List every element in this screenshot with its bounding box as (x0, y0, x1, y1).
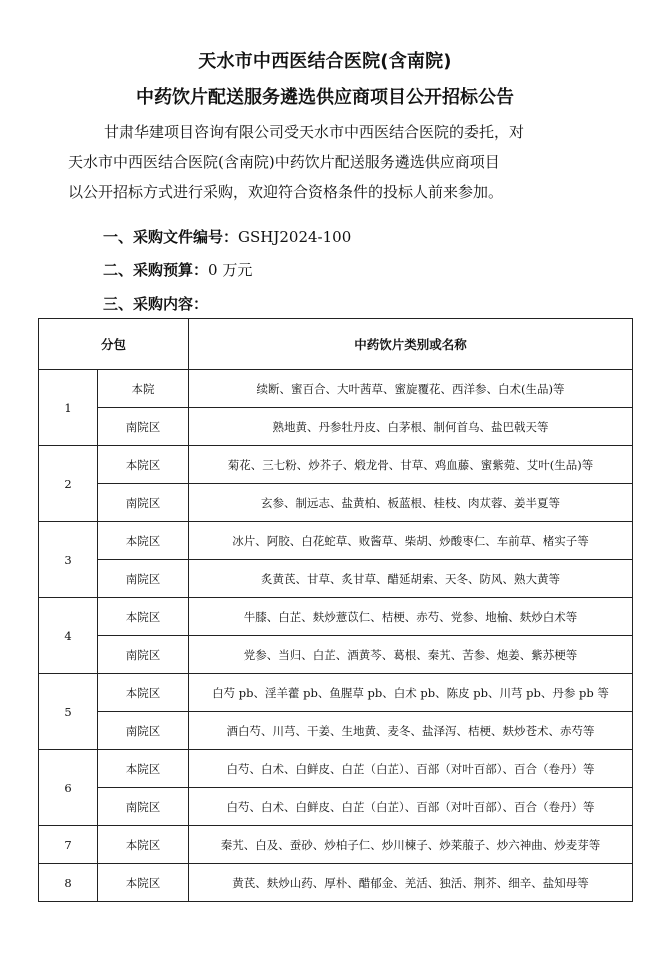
procurement-table (38, 318, 633, 902)
section-3-label: 三、采购内容： (103, 295, 209, 313)
package-number: 2 (39, 446, 98, 522)
section-budget (103, 259, 252, 280)
package-number: 1 (39, 370, 98, 446)
area-cell: 本院区 (98, 864, 189, 902)
area-cell: 本院 (98, 370, 189, 408)
items-cell: 炙黄芪、甘草、炙甘草、醋延胡索、天冬、防风、熟大黄等 (189, 560, 633, 598)
package-number: 6 (39, 750, 98, 826)
area-cell: 本院区 (98, 522, 189, 560)
intro-paragraph (68, 117, 608, 207)
area-cell: 南院区 (98, 788, 189, 826)
intro-line-1: 甘肃华建项目咨询有限公司受天水市中西医结合医院的委托，对 (104, 123, 525, 141)
items-cell: 玄参、制远志、盐黄柏、板蓝根、桂枝、肉苁蓉、姜半夏等 (189, 484, 633, 522)
intro-line-3: 以公开招标方式进行采购，欢迎符合资格条件的投标人前来参加。 (68, 183, 504, 201)
section-2-label: 二、采购预算： (103, 261, 209, 279)
table-row (39, 370, 633, 408)
package-number: 3 (39, 522, 98, 598)
document-title: 天水市中西医结合医院(含南院) (198, 51, 452, 72)
table-row (39, 560, 633, 598)
items-cell: 秦艽、白及、蚕砂、炒柏子仁、炒川楝子、炒莱菔子、炒六神曲、炒麦芽等 (189, 826, 633, 864)
intro-line-2: 天水市中西医结合医院(含南院)中药饮片配送服务遴选供应商项目 (68, 153, 500, 171)
area-cell: 南院区 (98, 484, 189, 522)
table-row (39, 446, 633, 484)
table-row (39, 674, 633, 712)
package-number: 7 (39, 826, 98, 864)
items-cell: 酒白芍、川芎、干姜、生地黄、麦冬、盐泽泻、桔梗、麸炒苍术、赤芍等 (189, 712, 633, 750)
items-cell: 牛膝、白芷、麸炒薏苡仁、桔梗、赤芍、党参、地榆、麸炒白术等 (189, 598, 633, 636)
area-cell: 南院区 (98, 712, 189, 750)
items-cell: 熟地黄、丹参牡丹皮、白茅根、制何首乌、盐巴戟天等 (189, 408, 633, 446)
items-cell: 白芍 pb、淫羊藿 pb、鱼腥草 pb、白术 pb、陈皮 pb、川芎 pb、丹参 pb 等 (189, 674, 633, 712)
table-row (39, 522, 633, 560)
area-cell: 本院区 (98, 826, 189, 864)
table-row (39, 788, 633, 826)
items-cell: 黄芪、麸炒山药、厚朴、醋郁金、羌活、独活、荆芥、细辛、盐知母等 (189, 864, 633, 902)
document-subtitle: 中药饮片配送服务遴选供应商项目公开招标公告 (136, 87, 514, 108)
area-cell: 本院区 (98, 750, 189, 788)
table-row (39, 750, 633, 788)
section-document-number (103, 226, 351, 247)
area-cell: 本院区 (98, 674, 189, 712)
area-cell: 本院区 (98, 598, 189, 636)
area-cell: 南院区 (98, 636, 189, 674)
section-content (103, 293, 208, 314)
header-names: 中药饮片类别或名称 (189, 319, 633, 370)
items-cell: 冰片、阿胶、白花蛇草、败酱草、柴胡、炒酸枣仁、车前草、楮实子等 (189, 522, 633, 560)
items-cell: 菊花、三七粉、炒芥子、煅龙骨、甘草、鸡血藤、蜜紫菀、艾叶(生品)等 (189, 446, 633, 484)
package-number: 4 (39, 598, 98, 674)
table-row (39, 864, 633, 902)
package-number: 8 (39, 864, 98, 902)
items-cell: 党参、当归、白芷、酒黄芩、葛根、秦艽、苦参、炮姜、紫苏梗等 (189, 636, 633, 674)
table-row (39, 712, 633, 750)
items-cell: 续断、蜜百合、大叶茜草、蜜旋覆花、西洋参、白术(生品)等 (189, 370, 633, 408)
area-cell: 本院区 (98, 446, 189, 484)
area-cell: 南院区 (98, 408, 189, 446)
items-cell: 白芍、白术、白鲜皮、白芷（白芷）、百部（对叶百部）、百合（卷丹）等 (189, 750, 633, 788)
section-1-label: 一、采购文件编号： (103, 228, 239, 246)
table-row (39, 408, 633, 446)
package-number: 5 (39, 674, 98, 750)
table-row (39, 826, 633, 864)
table-row (39, 636, 633, 674)
document-number-value: GSHJ2024-100 (238, 228, 352, 246)
table-header-row (39, 319, 633, 370)
budget-value: 0 万元 (208, 261, 253, 279)
table-row (39, 484, 633, 522)
area-cell: 南院区 (98, 560, 189, 598)
header-package: 分包 (39, 319, 189, 370)
table-row (39, 598, 633, 636)
items-cell: 白芍、白术、白鲜皮、白芷（白芷）、百部（对叶百部）、百合（卷丹）等 (189, 788, 633, 826)
